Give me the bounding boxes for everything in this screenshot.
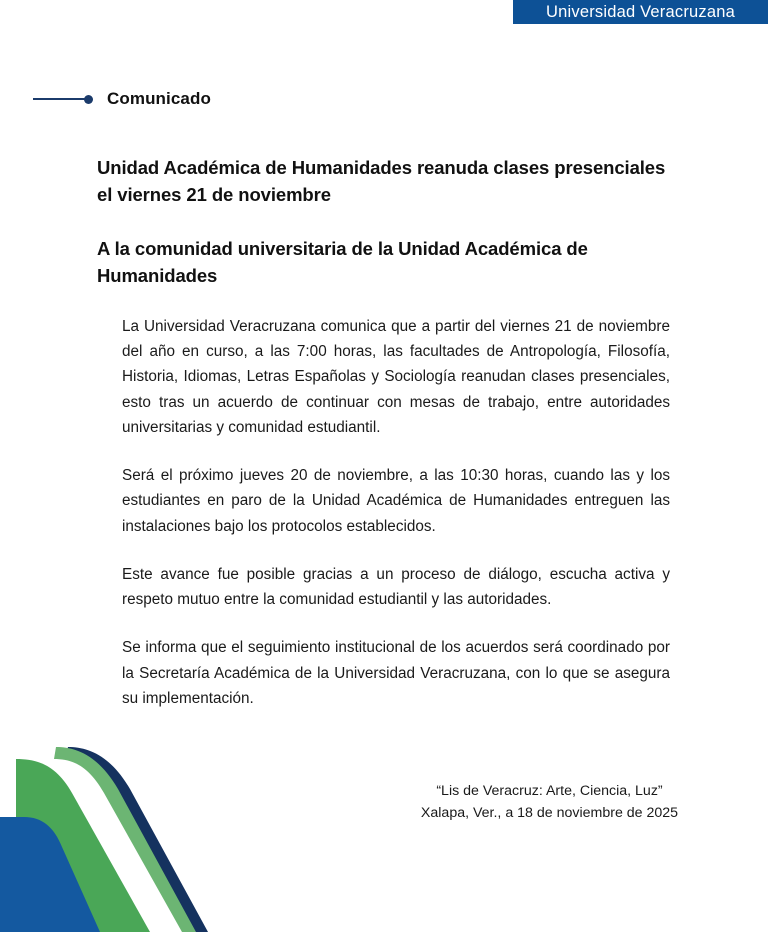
body-paragraph: Será el próximo jueves 20 de noviembre, a las 10:30 horas, cuando las y los estudiantes en paro de la Unidad Académica de Humanidades entreguen las instalaciones bajo los protocolos establecidos. <box>122 467 670 535</box>
kicker-dot-icon <box>84 95 93 104</box>
swoosh-navy-stripe <box>64 747 208 932</box>
kicker <box>33 88 211 110</box>
swoosh-light-green-stripe <box>54 747 196 932</box>
kicker-rule-icon <box>33 98 85 100</box>
institutional-motto: “Lis de Veracruz: Arte, Ciencia, Luz” <box>436 783 663 799</box>
signature-block <box>412 780 687 825</box>
page-subtitle: A la comunidad universitaria de la Unidad Académica de Humanidades <box>97 238 588 286</box>
swoosh-blue-shape <box>0 817 100 932</box>
body-paragraph: La Universidad Veracruzana comunica que a partir del viernes 21 de noviembre del año en curso, a las 7:00 horas, las facultades de Antropología, Filosofía, Historia, Idiomas, Letras Españolas y Sociología reanudan clases presenciales, esto tras un acuerdo de continuar con mesas de trabajo, entre autoridades universitarias y comunidad estudiantil. <box>122 318 670 436</box>
university-banner <box>513 0 768 24</box>
swoosh-green-band <box>16 759 150 932</box>
header-banner-row <box>0 0 768 24</box>
place-and-date: Xalapa, Ver., a 18 de noviembre de 2025 <box>420 805 679 822</box>
body-paragraph: Este avance fue posible gracias a un proceso de diálogo, escucha activa y respeto mutuo entre la comunidad estudiantil y las autoridades. <box>122 565 670 609</box>
kicker-label: Comunicado <box>107 89 211 108</box>
body-copy <box>122 314 670 711</box>
page-title: Unidad Académica de Humanidades reanuda clases presenciales el viernes 21 de noviembre <box>97 157 666 205</box>
decorative-swoosh-graphic <box>0 747 230 932</box>
university-banner-label: Universidad Veracruzana <box>546 2 735 21</box>
body-paragraph: Se informa que el seguimiento institucional de los acuerdos será coordinado por la Secretaría Académica de la Universidad Veracruzana, con lo que se asegura su implementación. <box>122 639 670 707</box>
